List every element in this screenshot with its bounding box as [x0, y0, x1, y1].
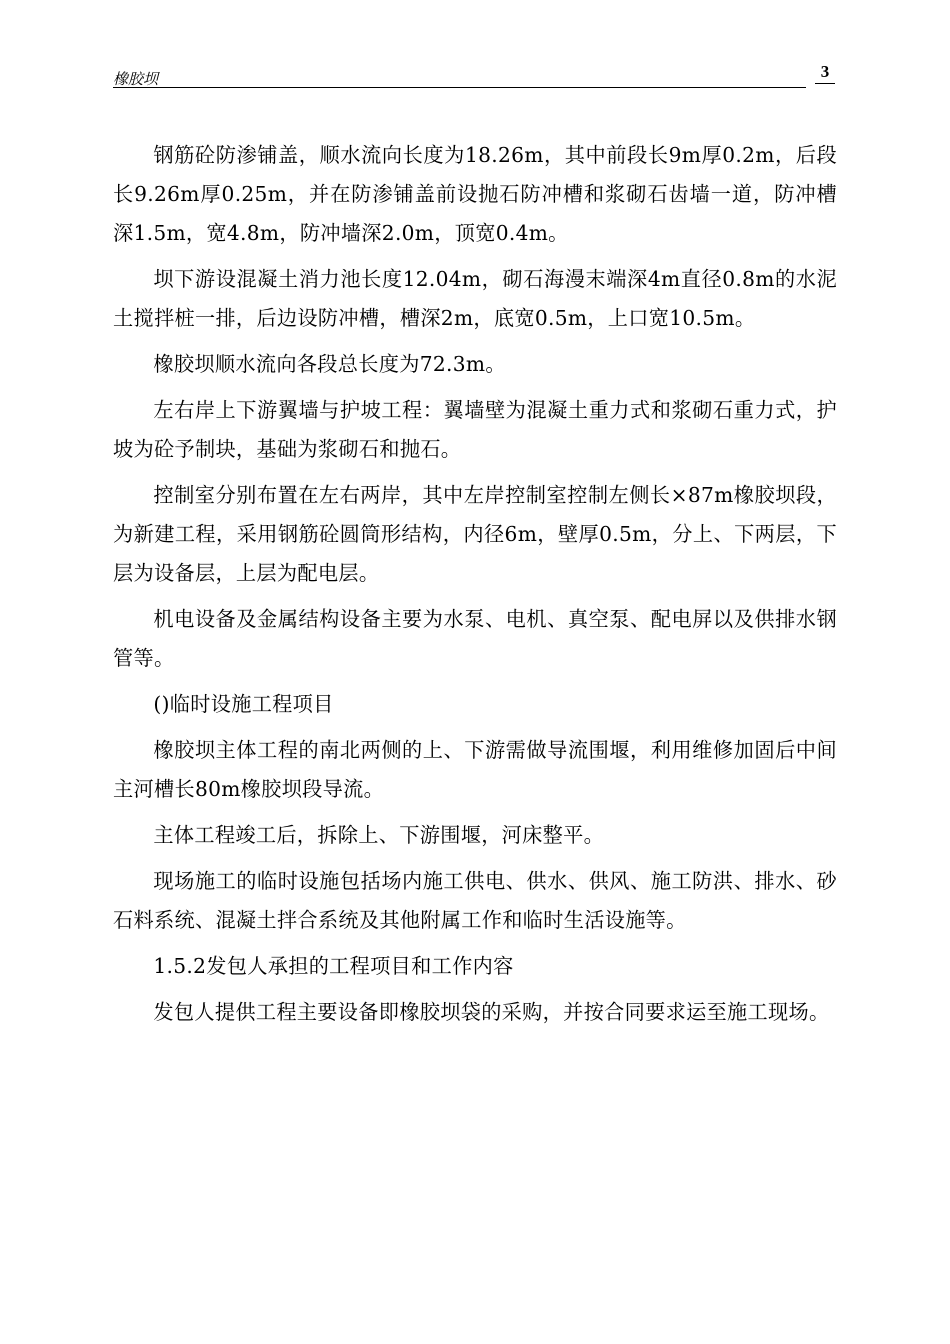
paragraph: 现场施工的临时设施包括场内施工供电、供水、供风、施工防洪、排水、砂石料系统、混凝土拌合系统及其他附属工作和临时生活设施等。	[113, 869, 837, 932]
paragraph: 发包人提供工程主要设备即橡胶坝袋的采购，并按合同要求运至施工现场。	[153, 1000, 830, 1024]
paragraph: 橡胶坝顺水流向各段总长度为72.3m。	[153, 352, 506, 376]
page-number: 3	[815, 62, 835, 84]
page-header	[113, 60, 835, 92]
header-title: 橡胶坝	[113, 70, 159, 88]
header-rule	[113, 87, 806, 88]
document-body	[113, 136, 837, 1039]
paragraph: 主体工程竣工后，拆除上、下游围堰，河床整平。	[153, 823, 605, 847]
paragraph: 左右岸上下游翼墙与护坡工程：翼墙壁为混凝土重力式和浆砌石重力式，护坡为砼予制块，基础为浆砌石和抛石。	[113, 398, 837, 461]
section-heading: ()临时设施工程项目	[153, 692, 334, 716]
paragraph: 机电设备及金属结构设备主要为水泵、电机、真空泵、配电屏以及供排水钢管等。	[113, 607, 837, 670]
paragraph: 控制室分别布置在左右两岸，其中左岸控制室控制左侧长×87m橡胶坝段，为新建工程，采用钢筋砼圆筒形结构，内径6m，壁厚0.5m，分上、下两层，下层为设备层，上层为配电层。	[113, 483, 837, 585]
paragraph: 钢筋砼防渗铺盖，顺水流向长度为18.26m，其中前段长9m厚0.2m，后段长9.26m厚0.25m，并在防渗铺盖前设抛石防冲槽和浆砌石齿墙一道，防冲槽深1.5m，宽4.8m，防冲墙深2.0m，顶宽0.4m。	[113, 143, 837, 245]
paragraph: 橡胶坝主体工程的南北两侧的上、下游需做导流围堰，利用维修加固后中间主河槽长80m橡胶坝段导流。	[113, 738, 837, 801]
section-heading: 1.5.2发包人承担的工程项目和工作内容	[153, 954, 514, 978]
paragraph: 坝下游设混凝土消力池长度12.04m，砌石海漫末端深4m直径0.8m的水泥土搅拌桩一排，后边设防冲槽，槽深2m，底宽0.5m，上口宽10.5m。	[113, 267, 837, 330]
